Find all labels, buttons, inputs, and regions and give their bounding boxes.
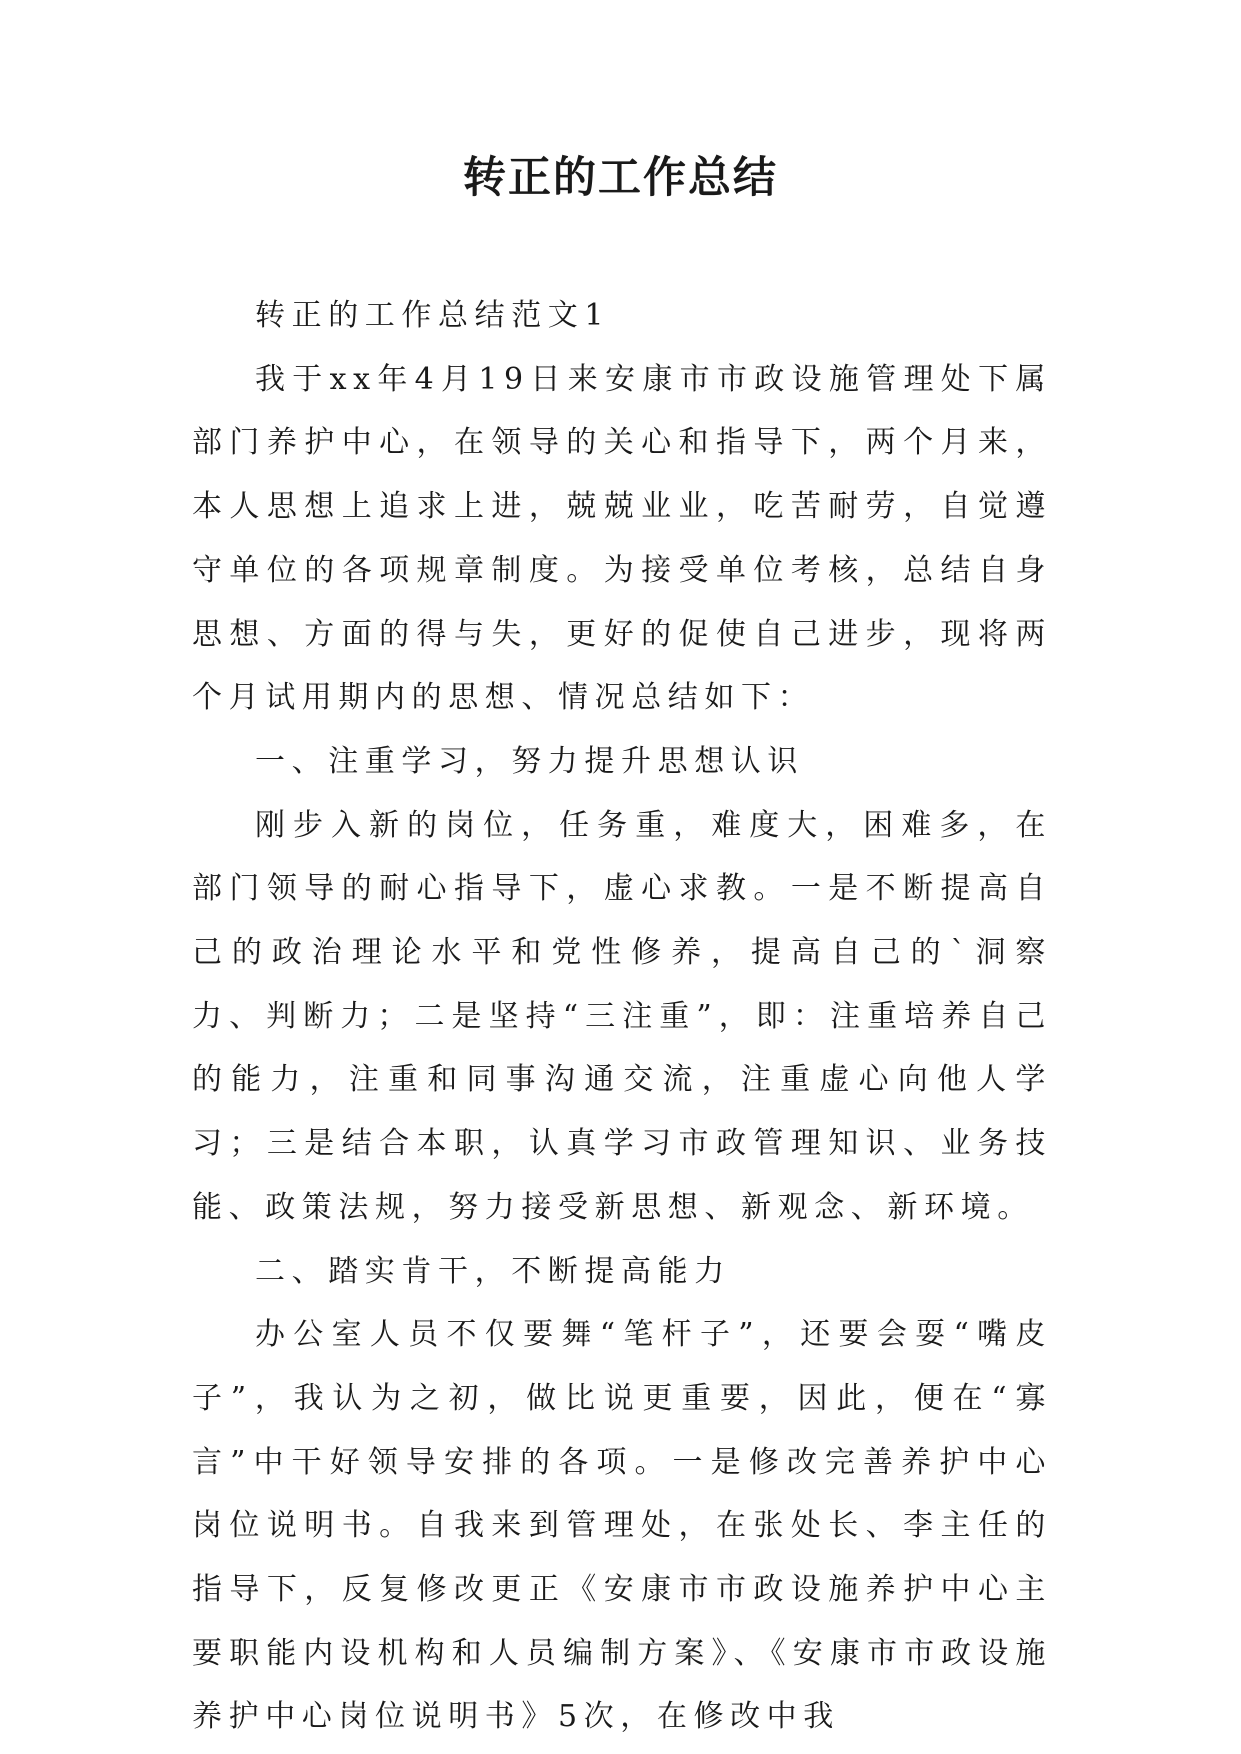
intro-paragraph: 我于xx年4月19日来安康市市政设施管理处下属部门养护中心，在领导的关心和指导下，两个月来，本人思想上追求上进，兢兢业业，吃苦耐劳，自觉遵守单位的各项规章制度。为接受单位考核，总结自身思想、方面的得与失，更好的促使自己进步，现将两个月试用期内的思想、情况总结如下： <box>192 361 1052 716</box>
section-heading-study: 一、注重学习，努力提升思想认识 <box>255 743 804 779</box>
document-title: 转正的工作总结 <box>463 153 778 203</box>
section-heading-work: 二、踏实肯干，不断提高能力 <box>255 1253 731 1289</box>
study-paragraph: 刚步入新的岗位，任务重，难度大，困难多，在部门领导的耐心指导下，虚心求教。一是不断提高自己的政治理论水平和党性修养，提高自己的`洞察力、判断力；二是坚持“三注重”，即：注重培养自己的能力，注重和同事沟通交流，注重虚心向他人学习；三是结合本职，认真学习市政管理知识、业务技能、政策法规，努力接受新思想、新观念、新环境。 <box>192 807 1052 1225</box>
document-body <box>192 284 1052 1749</box>
work-paragraph: 办公室人员不仅要舞“笔杆子”，还要会耍“嘴皮子”，我认为之初，做比说更重要，因此，便在“寡言”中干好领导安排的各项。一是修改完善养护中心岗位说明书。自我来到管理处，在张处长、李主任的指导下，反复修改更正《安康市市政设施养护中心主要职能内设机构和人员编制方案》、《安康市市政设施养护中心岗位说明书》5次，在修改中我 <box>192 1317 1052 1735</box>
section-heading-sample-1: 转正的工作总结范文1 <box>255 298 611 333</box>
